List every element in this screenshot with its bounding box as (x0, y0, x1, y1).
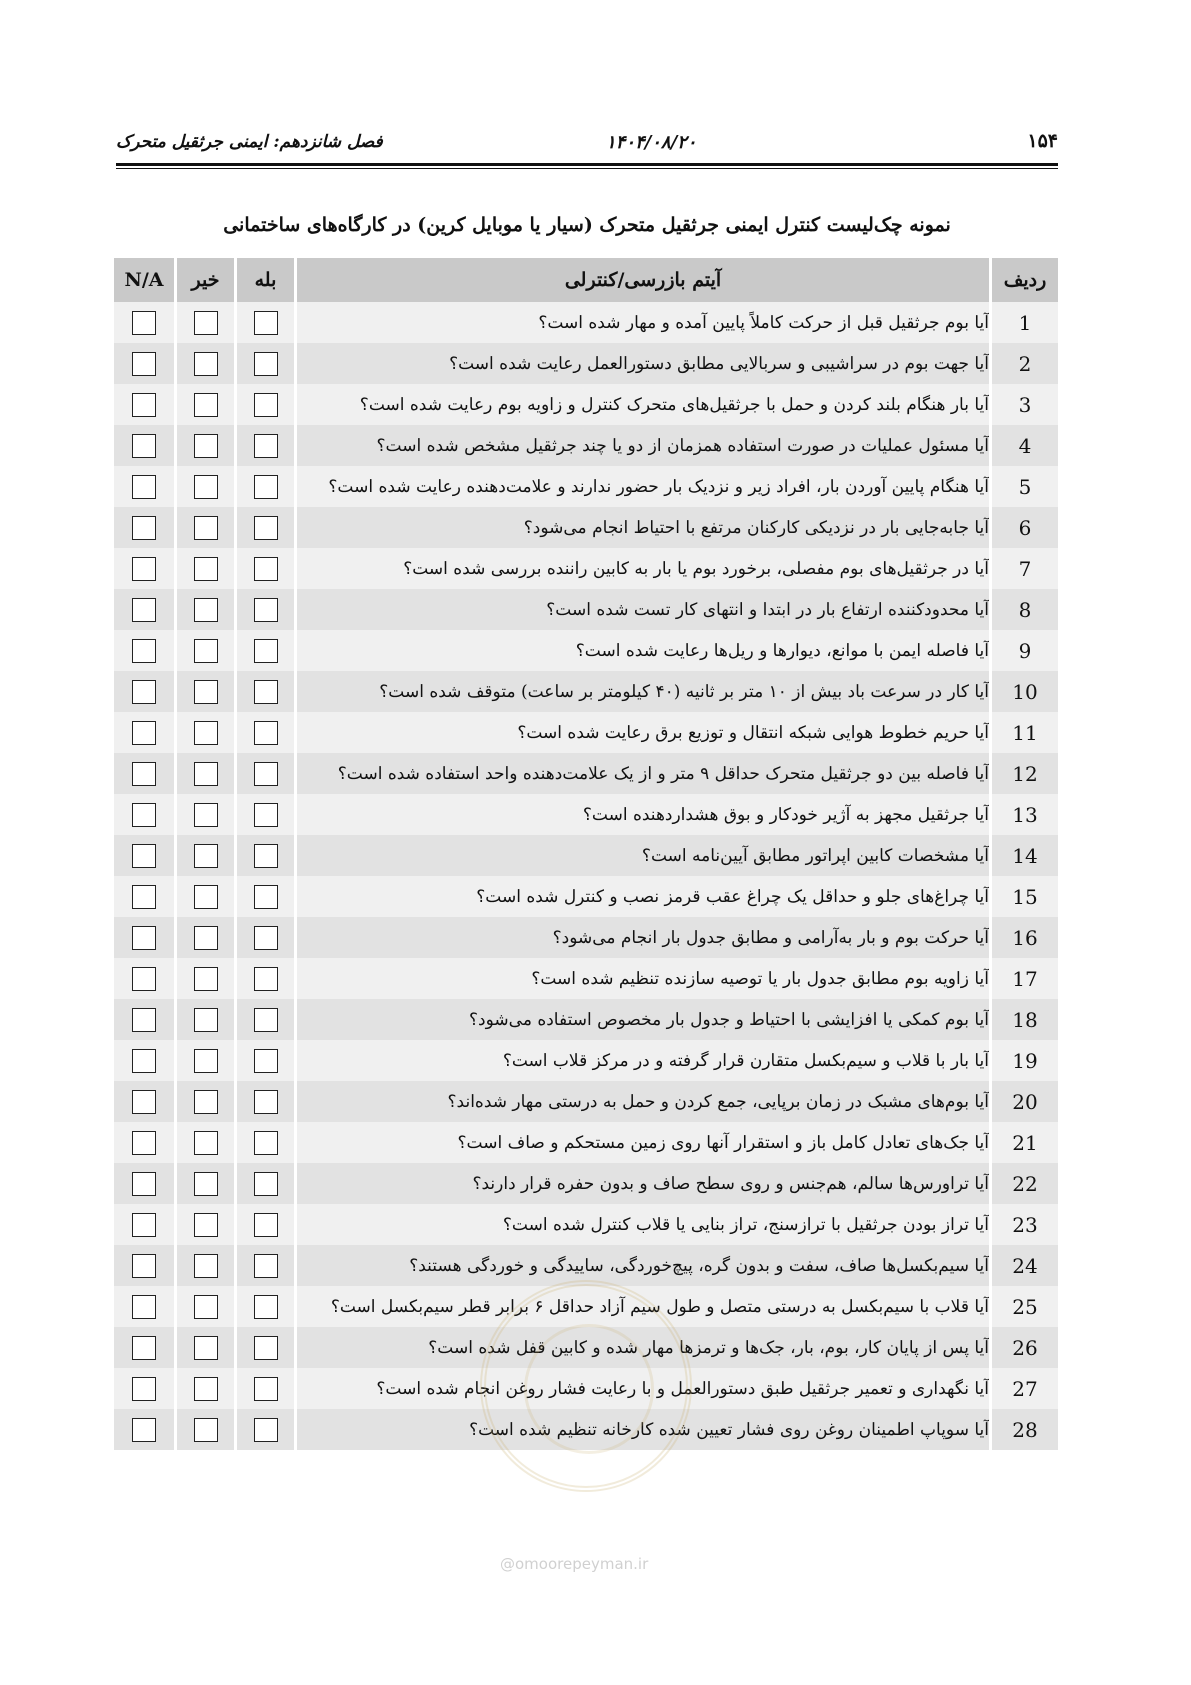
cell-na (114, 1163, 174, 1204)
checkbox-yes[interactable] (254, 1213, 278, 1237)
checkbox-no[interactable] (194, 639, 218, 663)
checkbox-yes[interactable] (254, 1336, 278, 1360)
header-na: N/A (114, 258, 174, 302)
cell-na (114, 548, 174, 589)
checkbox-yes[interactable] (254, 1090, 278, 1114)
cell-no (174, 548, 234, 589)
row-item-text: آیا چراغ‌های جلو و حداقل یک چراغ عقب قرمز نصب و کنترل شده است؟ (294, 876, 989, 917)
checkbox-no[interactable] (194, 311, 218, 335)
cell-no (174, 507, 234, 548)
cell-yes (234, 1245, 294, 1286)
checkbox-no[interactable] (194, 1295, 218, 1319)
table-row (114, 589, 1058, 630)
checkbox-na[interactable] (132, 762, 156, 786)
checkbox-yes[interactable] (254, 1418, 278, 1442)
checkbox-yes[interactable] (254, 1295, 278, 1319)
cell-yes (234, 548, 294, 589)
cell-no (174, 1245, 234, 1286)
table-row (114, 302, 1058, 343)
table-row (114, 753, 1058, 794)
cell-no (174, 753, 234, 794)
cell-na (114, 384, 174, 425)
table-row (114, 548, 1058, 589)
row-item-text: آیا محدودکننده ارتفاع بار در ابتدا و انتهای کار تست شده است؟ (294, 589, 989, 630)
checklist-table (114, 258, 1058, 1450)
cell-yes (234, 425, 294, 466)
cell-no (174, 1368, 234, 1409)
cell-yes (234, 1368, 294, 1409)
checkbox-no[interactable] (194, 352, 218, 376)
row-item-text: آیا مسئول عملیات در صورت استفاده همزمان از دو یا چند جرثقیل مشخص شده است؟ (294, 425, 989, 466)
cell-na (114, 1122, 174, 1163)
checkbox-na[interactable] (132, 1049, 156, 1073)
checkbox-yes[interactable] (254, 762, 278, 786)
row-item-text: آیا سوپاپ اطمینان روغن روی فشار تعیین شده کارخانه تنظیم شده است؟ (294, 1409, 989, 1450)
row-number: 22 (989, 1163, 1058, 1204)
checkbox-no[interactable] (194, 1049, 218, 1073)
cell-yes (234, 1204, 294, 1245)
table-row (114, 712, 1058, 753)
cell-no (174, 384, 234, 425)
cell-no (174, 302, 234, 343)
row-item-text: آیا جهت بوم در سراشیبی و سربالایی مطابق دستورالعمل رعایت شده است؟ (294, 343, 989, 384)
checkbox-no[interactable] (194, 721, 218, 745)
checkbox-no[interactable] (194, 680, 218, 704)
checkbox-na[interactable] (132, 393, 156, 417)
checkbox-na[interactable] (132, 598, 156, 622)
cell-na (114, 794, 174, 835)
cell-na (114, 671, 174, 712)
row-item-text: آیا جابه‌جایی بار در نزدیکی کارکنان مرتفع با احتیاط انجام می‌شود؟ (294, 507, 989, 548)
cell-no (174, 466, 234, 507)
checkbox-yes[interactable] (254, 475, 278, 499)
checkbox-na[interactable] (132, 680, 156, 704)
row-item-text: آیا در جرثقیل‌های بوم مفصلی، برخورد بوم یا بار به کابین راننده بررسی شده است؟ (294, 548, 989, 589)
checkbox-yes[interactable] (254, 1254, 278, 1278)
checkbox-yes[interactable] (254, 434, 278, 458)
checklist-title: نمونه چک‌لیست کنترل ایمنی جرثقیل متحرک (سیار یا موبایل کرین) در کارگاه‌های ساختمانی (223, 214, 951, 236)
cell-no (174, 630, 234, 671)
row-item-text: آیا جک‌های تعادل کامل باز و استقرار آنها روی زمین مستحکم و صاف است؟ (294, 1122, 989, 1163)
header-date: ۱۴۰۴/۰۸/۲۰ (606, 132, 697, 153)
header-row-number: ردیف (989, 258, 1058, 302)
cell-na (114, 712, 174, 753)
checkbox-no[interactable] (194, 803, 218, 827)
checkbox-no[interactable] (194, 1090, 218, 1114)
checkbox-no[interactable] (194, 926, 218, 950)
cell-no (174, 343, 234, 384)
row-item-text: آیا نگهداری و تعمیر جرثقیل طبق دستورالعمل و با رعایت فشار روغن انجام شده است؟ (294, 1368, 989, 1409)
table-row (114, 917, 1058, 958)
cell-yes (234, 794, 294, 835)
cell-yes (234, 753, 294, 794)
cell-yes (234, 1286, 294, 1327)
cell-yes (234, 958, 294, 999)
checkbox-yes[interactable] (254, 1049, 278, 1073)
cell-na (114, 1245, 174, 1286)
row-number: 8 (989, 589, 1058, 630)
checkbox-na[interactable] (132, 1172, 156, 1196)
cell-yes (234, 712, 294, 753)
checkbox-no[interactable] (194, 1008, 218, 1032)
checkbox-no[interactable] (194, 762, 218, 786)
cell-na (114, 958, 174, 999)
checkbox-no[interactable] (194, 1418, 218, 1442)
cell-na (114, 1204, 174, 1245)
cell-no (174, 835, 234, 876)
cell-yes (234, 302, 294, 343)
cell-no (174, 1409, 234, 1450)
cell-no (174, 1327, 234, 1368)
checkbox-yes[interactable] (254, 516, 278, 540)
row-item-text: آیا قلاب با سیم‌بکسل به درستی متصل و طول سیم آزاد حداقل ۶ برابر قطر سیم‌بکسل است؟ (294, 1286, 989, 1327)
row-number: 18 (989, 999, 1058, 1040)
checkbox-no[interactable] (194, 557, 218, 581)
table-row (114, 630, 1058, 671)
cell-no (174, 794, 234, 835)
row-number: 14 (989, 835, 1058, 876)
cell-no (174, 1122, 234, 1163)
checkbox-yes[interactable] (254, 311, 278, 335)
row-number: 27 (989, 1368, 1058, 1409)
checkbox-no[interactable] (194, 885, 218, 909)
table-row (114, 1204, 1058, 1245)
checkbox-na[interactable] (132, 639, 156, 663)
checkbox-na[interactable] (132, 311, 156, 335)
row-number: 21 (989, 1122, 1058, 1163)
header-no: خیر (174, 258, 234, 302)
chapter-title: فصل شانزدهم: ایمنی جرثقیل متحرک (116, 132, 383, 152)
cell-no (174, 1286, 234, 1327)
cell-no (174, 425, 234, 466)
checkbox-no[interactable] (194, 967, 218, 991)
row-item-text: آیا فاصله بین دو جرثقیل متحرک حداقل ۹ متر و از یک علامت‌دهنده واحد استفاده شده است؟ (294, 753, 989, 794)
checkbox-na[interactable] (132, 803, 156, 827)
checkbox-yes[interactable] (254, 352, 278, 376)
table-row (114, 1163, 1058, 1204)
row-number: 13 (989, 794, 1058, 835)
checkbox-no[interactable] (194, 1336, 218, 1360)
table-row (114, 671, 1058, 712)
row-item-text: آیا تراز بودن جرثقیل با ترازسنج، تراز بنایی یا قلاب کنترل شده است؟ (294, 1204, 989, 1245)
checkbox-na[interactable] (132, 1418, 156, 1442)
cell-na (114, 302, 174, 343)
checkbox-yes[interactable] (254, 1008, 278, 1032)
cell-no (174, 958, 234, 999)
checkbox-no[interactable] (194, 1377, 218, 1401)
cell-no (174, 712, 234, 753)
cell-na (114, 1081, 174, 1122)
table-row (114, 425, 1058, 466)
row-item-text: آیا فاصله ایمن با موانع، دیوارها و ریل‌ها رعایت شده است؟ (294, 630, 989, 671)
row-number: 19 (989, 1040, 1058, 1081)
row-number: 6 (989, 507, 1058, 548)
row-item-text: آیا حرکت بوم و بار به‌آرامی و مطابق جدول بار انجام می‌شود؟ (294, 917, 989, 958)
cell-na (114, 425, 174, 466)
cell-yes (234, 1122, 294, 1163)
row-number: 9 (989, 630, 1058, 671)
cell-yes (234, 835, 294, 876)
row-item-text: آیا تراورس‌ها سالم، هم‌جنس و روی سطح صاف و بدون حفره قرار دارند؟ (294, 1163, 989, 1204)
row-item-text: آیا بار هنگام بلند کردن و حمل با جرثقیل‌های متحرک کنترل و زاویه بوم رعایت شده است؟ (294, 384, 989, 425)
checkbox-na[interactable] (132, 885, 156, 909)
checkbox-no[interactable] (194, 393, 218, 417)
row-item-text: آیا سیم‌بکسل‌ها صاف، سفت و بدون گره، پیچ‌خوردگی، ساییدگی و خوردگی هستند؟ (294, 1245, 989, 1286)
cell-na (114, 876, 174, 917)
cell-yes (234, 343, 294, 384)
cell-no (174, 589, 234, 630)
checkbox-na[interactable] (132, 967, 156, 991)
cell-na (114, 999, 174, 1040)
checkbox-na[interactable] (132, 721, 156, 745)
row-number: 23 (989, 1204, 1058, 1245)
row-number: 10 (989, 671, 1058, 712)
cell-na (114, 466, 174, 507)
checkbox-no[interactable] (194, 1254, 218, 1278)
row-item-text: آیا پس از پایان کار، بوم، بار، جک‌ها و ترمزها مهار شده و کابین قفل شده است؟ (294, 1327, 989, 1368)
checkbox-na[interactable] (132, 1295, 156, 1319)
cell-no (174, 999, 234, 1040)
checklist-body (114, 302, 1058, 1450)
checkbox-na[interactable] (132, 1008, 156, 1032)
cell-na (114, 1040, 174, 1081)
table-row (114, 1040, 1058, 1081)
cell-no (174, 1163, 234, 1204)
checkbox-na[interactable] (132, 926, 156, 950)
row-number: 1 (989, 302, 1058, 343)
row-number: 16 (989, 917, 1058, 958)
row-number: 26 (989, 1327, 1058, 1368)
checkbox-na[interactable] (132, 1377, 156, 1401)
row-item-text: آیا هنگام پایین آوردن بار، افراد زیر و نزدیک بار حضور ندارند و علامت‌دهنده رعایت شده است؟ (294, 466, 989, 507)
cell-yes (234, 1040, 294, 1081)
checkbox-na[interactable] (132, 1336, 156, 1360)
checkbox-yes[interactable] (254, 1131, 278, 1155)
row-number: 7 (989, 548, 1058, 589)
cell-na (114, 753, 174, 794)
table-header-row (114, 258, 1058, 302)
page-number: ۱۵۴ (1027, 130, 1058, 152)
cell-na (114, 1368, 174, 1409)
cell-na (114, 589, 174, 630)
row-item-text: آیا حریم خطوط هوایی شبکه انتقال و توزیع برق رعایت شده است؟ (294, 712, 989, 753)
watermark-seal (480, 1280, 692, 1492)
checkbox-no[interactable] (194, 1213, 218, 1237)
row-number: 3 (989, 384, 1058, 425)
checkbox-yes[interactable] (254, 598, 278, 622)
cell-no (174, 1204, 234, 1245)
checkbox-na[interactable] (132, 516, 156, 540)
checkbox-no[interactable] (194, 598, 218, 622)
checkbox-yes[interactable] (254, 557, 278, 581)
row-item-text: آیا جرثقیل مجهز به آژیر خودکار و بوق هشداردهنده است؟ (294, 794, 989, 835)
cell-yes (234, 1081, 294, 1122)
cell-no (174, 1040, 234, 1081)
cell-yes (234, 466, 294, 507)
row-number: 5 (989, 466, 1058, 507)
row-item-text: آیا زاویه بوم مطابق جدول بار یا توصیه سازنده تنظیم شده است؟ (294, 958, 989, 999)
checkbox-yes[interactable] (254, 721, 278, 745)
table-row (114, 1081, 1058, 1122)
cell-yes (234, 630, 294, 671)
checkbox-no[interactable] (194, 1172, 218, 1196)
cell-na (114, 343, 174, 384)
row-number: 2 (989, 343, 1058, 384)
row-number: 25 (989, 1286, 1058, 1327)
checkbox-no[interactable] (194, 1131, 218, 1155)
checkbox-yes[interactable] (254, 393, 278, 417)
checkbox-yes[interactable] (254, 926, 278, 950)
cell-no (174, 917, 234, 958)
table-row (114, 835, 1058, 876)
header-item: آیتم بازرسی/کنترلی (294, 258, 989, 302)
cell-yes (234, 384, 294, 425)
cell-no (174, 876, 234, 917)
row-number: 28 (989, 1409, 1058, 1450)
watermark-text: @omoorepeyman.ir (500, 1555, 649, 1573)
cell-yes (234, 1327, 294, 1368)
cell-na (114, 1286, 174, 1327)
checkbox-na[interactable] (132, 475, 156, 499)
header-yes: بله (234, 258, 294, 302)
checkbox-no[interactable] (194, 516, 218, 540)
row-number: 11 (989, 712, 1058, 753)
table-row (114, 466, 1058, 507)
checkbox-yes[interactable] (254, 680, 278, 704)
watermark-seal-inner (524, 1324, 654, 1454)
checkbox-na[interactable] (132, 1090, 156, 1114)
table-row (114, 507, 1058, 548)
table-row (114, 343, 1058, 384)
row-item-text: آیا بوم‌های مشبک در زمان برپایی، جمع کردن و حمل به درستی مهار شده‌اند؟ (294, 1081, 989, 1122)
row-item-text: آیا بوم جرثقیل قبل از حرکت کاملاً پایین آمده و مهار شده است؟ (294, 302, 989, 343)
cell-yes (234, 917, 294, 958)
header-rule-thick (116, 163, 1058, 166)
row-number: 17 (989, 958, 1058, 999)
cell-no (174, 1081, 234, 1122)
page-header (116, 130, 1058, 164)
checkbox-yes[interactable] (254, 1377, 278, 1401)
checkbox-yes[interactable] (254, 885, 278, 909)
cell-na (114, 1409, 174, 1450)
checkbox-yes[interactable] (254, 639, 278, 663)
checkbox-na[interactable] (132, 352, 156, 376)
row-number: 12 (989, 753, 1058, 794)
table-row (114, 1122, 1058, 1163)
cell-yes (234, 999, 294, 1040)
table-row (114, 384, 1058, 425)
row-item-text: آیا بوم کمکی یا افزایشی با احتیاط و جدول بار مخصوص استفاده می‌شود؟ (294, 999, 989, 1040)
cell-na (114, 630, 174, 671)
cell-na (114, 507, 174, 548)
cell-na (114, 917, 174, 958)
checkbox-no[interactable] (194, 434, 218, 458)
cell-yes (234, 1163, 294, 1204)
cell-yes (234, 671, 294, 712)
table-row (114, 999, 1058, 1040)
checkbox-na[interactable] (132, 557, 156, 581)
row-number: 15 (989, 876, 1058, 917)
row-number: 24 (989, 1245, 1058, 1286)
checkbox-yes[interactable] (254, 1172, 278, 1196)
header-rule-thin (116, 168, 1058, 169)
row-item-text: آیا کار در سرعت باد بیش از ۱۰ متر بر ثانیه (۴۰ کیلومتر بر ساعت) متوقف شده است؟ (294, 671, 989, 712)
checkbox-na[interactable] (132, 1213, 156, 1237)
cell-yes (234, 1409, 294, 1450)
checkbox-yes[interactable] (254, 844, 278, 868)
cell-yes (234, 589, 294, 630)
checkbox-na[interactable] (132, 1254, 156, 1278)
row-item-text: آیا مشخصات کابین اپراتور مطابق آیین‌نامه است؟ (294, 835, 989, 876)
checkbox-yes[interactable] (254, 967, 278, 991)
table-row (114, 876, 1058, 917)
table-row (114, 958, 1058, 999)
checkbox-no[interactable] (194, 844, 218, 868)
checkbox-na[interactable] (132, 1131, 156, 1155)
row-number: 4 (989, 425, 1058, 466)
row-item-text: آیا بار با قلاب و سیم‌بکسل متقارن قرار گرفته و در مرکز قلاب است؟ (294, 1040, 989, 1081)
cell-no (174, 671, 234, 712)
checkbox-na[interactable] (132, 434, 156, 458)
table-row (114, 794, 1058, 835)
checkbox-na[interactable] (132, 844, 156, 868)
cell-yes (234, 876, 294, 917)
checkbox-yes[interactable] (254, 803, 278, 827)
cell-yes (234, 507, 294, 548)
cell-na (114, 1327, 174, 1368)
row-number: 20 (989, 1081, 1058, 1122)
checkbox-no[interactable] (194, 475, 218, 499)
cell-na (114, 835, 174, 876)
